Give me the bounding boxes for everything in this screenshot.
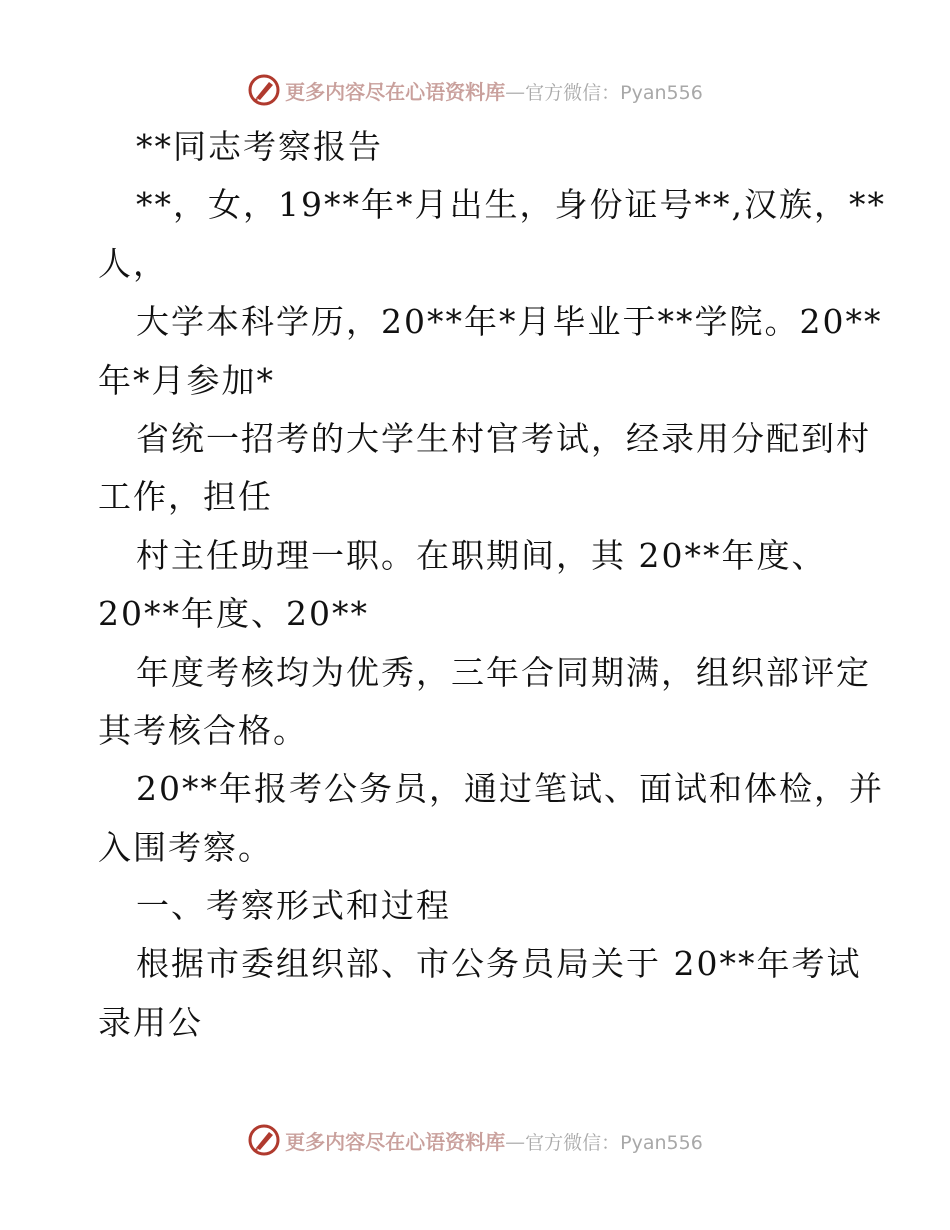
paragraph-line: 年*月参加* — [98, 360, 275, 400]
footer-banner-text — [285, 1126, 703, 1155]
paragraph-line: 大学本科学历，20**年*月毕业于**学院。20** — [136, 302, 883, 342]
header-banner-text — [285, 76, 703, 105]
pen-logo-icon — [247, 1123, 281, 1157]
paragraph-line: 省统一招考的大学生村官考试，经录用分配到村 — [136, 418, 871, 458]
paragraph-line: 工作，担任 — [98, 477, 273, 517]
footer-banner — [0, 1120, 950, 1160]
document-title: **同志考察报告 — [136, 127, 383, 166]
pen-logo-icon — [247, 73, 281, 107]
header-banner-suffix: 官方微信：Pyan556 — [525, 81, 703, 104]
paragraph-line: 村主任助理一职。在职期间，其 20**年度、 — [136, 535, 827, 575]
document-body — [98, 118, 886, 1052]
section-heading: 一、考察形式和过程 — [136, 886, 451, 926]
paragraph-line: 年度考核均为优秀，三年合同期满，组织部评定 — [136, 652, 871, 692]
paragraph-line: 20**年报考公务员，通过笔试、面试和体检，并 — [136, 769, 884, 809]
footer-banner-suffix: 官方微信：Pyan556 — [525, 1131, 703, 1154]
footer-banner-main: 更多内容尽在心语资料库 — [285, 1129, 506, 1154]
paragraph-line: 入围考察。 — [98, 827, 273, 867]
header-banner-separator: — — [505, 79, 526, 104]
paragraph-line: 录用公 — [98, 1002, 203, 1042]
paragraph-line: 20**年度、20** — [98, 594, 369, 634]
paragraph-line: 根据市委组织部、市公务员局关于 20**年考试 — [136, 944, 862, 984]
paragraph-line: **，女，19**年*月出生，身份证号**,汉族，** — [136, 185, 886, 225]
paragraph-line: 其考核合格。 — [98, 710, 308, 750]
paragraph-line: 人， — [98, 243, 168, 283]
footer-banner-separator: — — [505, 1129, 526, 1154]
header-banner — [0, 70, 950, 110]
header-banner-main: 更多内容尽在心语资料库 — [285, 79, 506, 104]
